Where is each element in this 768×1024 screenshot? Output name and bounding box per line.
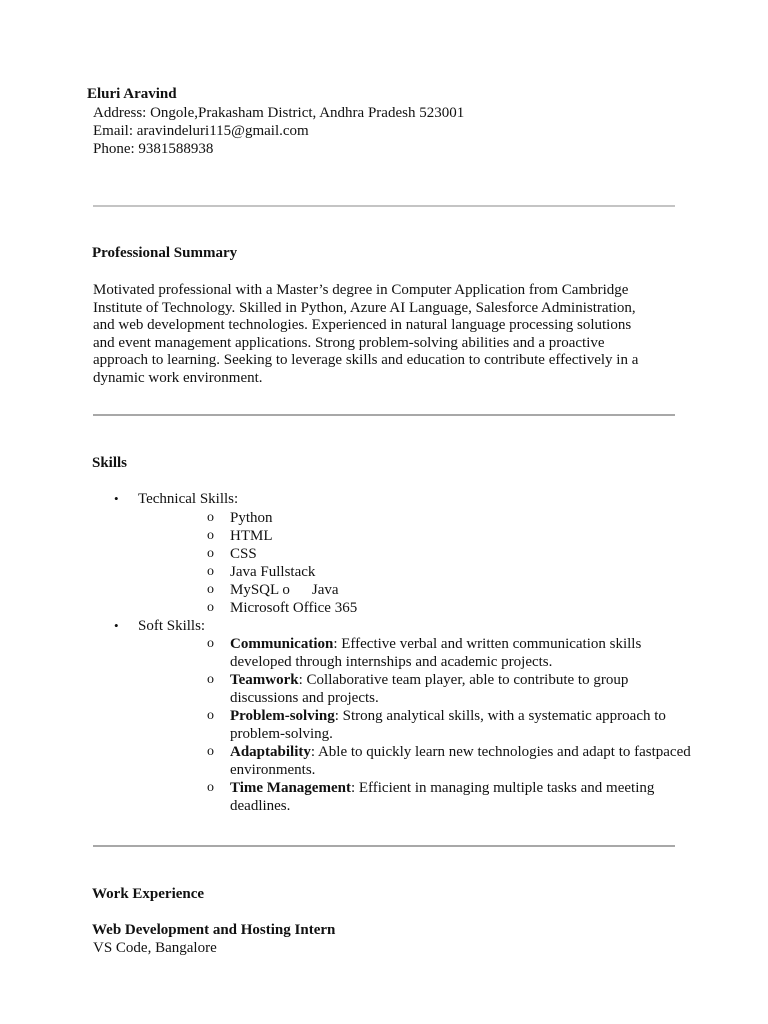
skill-item: MySQL o (230, 581, 290, 598)
list-item (138, 563, 673, 581)
skill-title: Teamwork (230, 672, 299, 688)
soft-skills-list (138, 635, 691, 815)
skill-item: Python (230, 509, 273, 526)
bullet-marker: • (114, 617, 119, 633)
summary-heading: Professional Summary (92, 245, 238, 261)
candidate-name: Eluri Aravind (87, 86, 177, 102)
skill-description: discussions and projects. (230, 690, 379, 706)
list-item (138, 707, 673, 743)
section-divider (93, 205, 675, 207)
job-title: Web Development and Hosting Intern (92, 922, 336, 938)
experience-heading: Work Experience (92, 886, 205, 902)
sub-bullet-marker: o (207, 672, 214, 687)
list-item (138, 599, 673, 617)
skill-item: Java (311, 581, 339, 598)
email-line: Email: aravindeluri115@gmail.com (93, 123, 309, 139)
list-item (138, 581, 673, 599)
sub-bullet-marker: o (207, 527, 214, 543)
bullet-marker: • (114, 491, 119, 506)
list-item (138, 527, 673, 545)
sub-bullet-marker: o (207, 708, 214, 723)
summary-line: and web development technologies. Experienced in natural language processing solutions (93, 317, 632, 333)
skill-description: deadlines. (230, 798, 291, 814)
section-divider (93, 414, 675, 416)
skill-item: HTML (230, 527, 273, 544)
skill-item-mysql (230, 581, 720, 599)
skill-category-label: Soft Skills: (138, 617, 206, 634)
skill-title: Problem-solving (230, 708, 335, 724)
summary-line: approach to learning. Seeking to leverage skills and education to contribute effectively in a (93, 352, 639, 368)
summary-line: and event management applications. Strong problem-solving abilities and a proactive (93, 334, 605, 351)
skill-description: : Effective verbal and written communication skills (333, 636, 642, 652)
section-divider (93, 845, 675, 847)
skill-description: problem-solving. (230, 726, 333, 742)
summary-line: dynamic work environment. (93, 369, 263, 386)
list-item (138, 743, 691, 779)
skill-item: CSS (230, 545, 257, 562)
skills-heading: Skills (92, 455, 128, 471)
sub-bullet-marker: o (207, 599, 214, 615)
skill-title: Time Management (230, 780, 351, 796)
skill-category-technical (93, 490, 673, 617)
summary-line: Motivated professional with a Master’s degree in Computer Application from Cambridge (93, 282, 629, 298)
skill-category-label: Technical Skills: (138, 491, 239, 507)
phone-line: Phone: 9381588938 (93, 141, 214, 157)
skill-description: developed through internships and academic projects. (230, 654, 553, 670)
list-item (138, 545, 673, 563)
skill-title: Adaptability (230, 744, 311, 760)
sub-bullet-marker: o (207, 509, 214, 525)
sub-bullet-marker: o (207, 581, 214, 597)
company-location: VS Code, Bangalore (93, 940, 217, 956)
summary-paragraph (93, 282, 673, 387)
skill-description: : Efficient in managing multiple tasks and meeting (350, 780, 655, 796)
address-line: Address: Ongole,Prakasham District, Andhra Pradesh 523001 (93, 105, 465, 121)
list-item (138, 635, 673, 671)
sub-bullet-marker: o (207, 545, 214, 561)
list-item (138, 509, 673, 527)
skills-list (93, 490, 691, 815)
sub-bullet-marker: o (207, 780, 214, 795)
sub-bullet-marker: o (207, 636, 214, 651)
summary-line: Institute of Technology. Skilled in Python, Azure AI Language, Salesforce Administration, (93, 299, 636, 316)
skill-item: Microsoft Office 365 (230, 599, 358, 616)
contact-block (93, 104, 464, 158)
skill-description: : Collaborative team player, able to contribute to group (298, 672, 629, 688)
sub-bullet-marker: o (207, 744, 214, 759)
list-item (138, 671, 673, 707)
skill-category-soft (93, 617, 691, 816)
technical-skills-list (138, 509, 673, 617)
skill-description: environments. (230, 762, 316, 778)
list-item (138, 779, 673, 815)
skill-description: : Able to quickly learn new technologies and adapt to fastpaced (310, 744, 691, 760)
skill-item: Java Fullstack (230, 563, 316, 580)
skill-title: Communication (230, 636, 334, 652)
sub-bullet-marker: o (207, 563, 214, 579)
skill-description: : Strong analytical skills, with a systematic approach to (334, 708, 666, 724)
